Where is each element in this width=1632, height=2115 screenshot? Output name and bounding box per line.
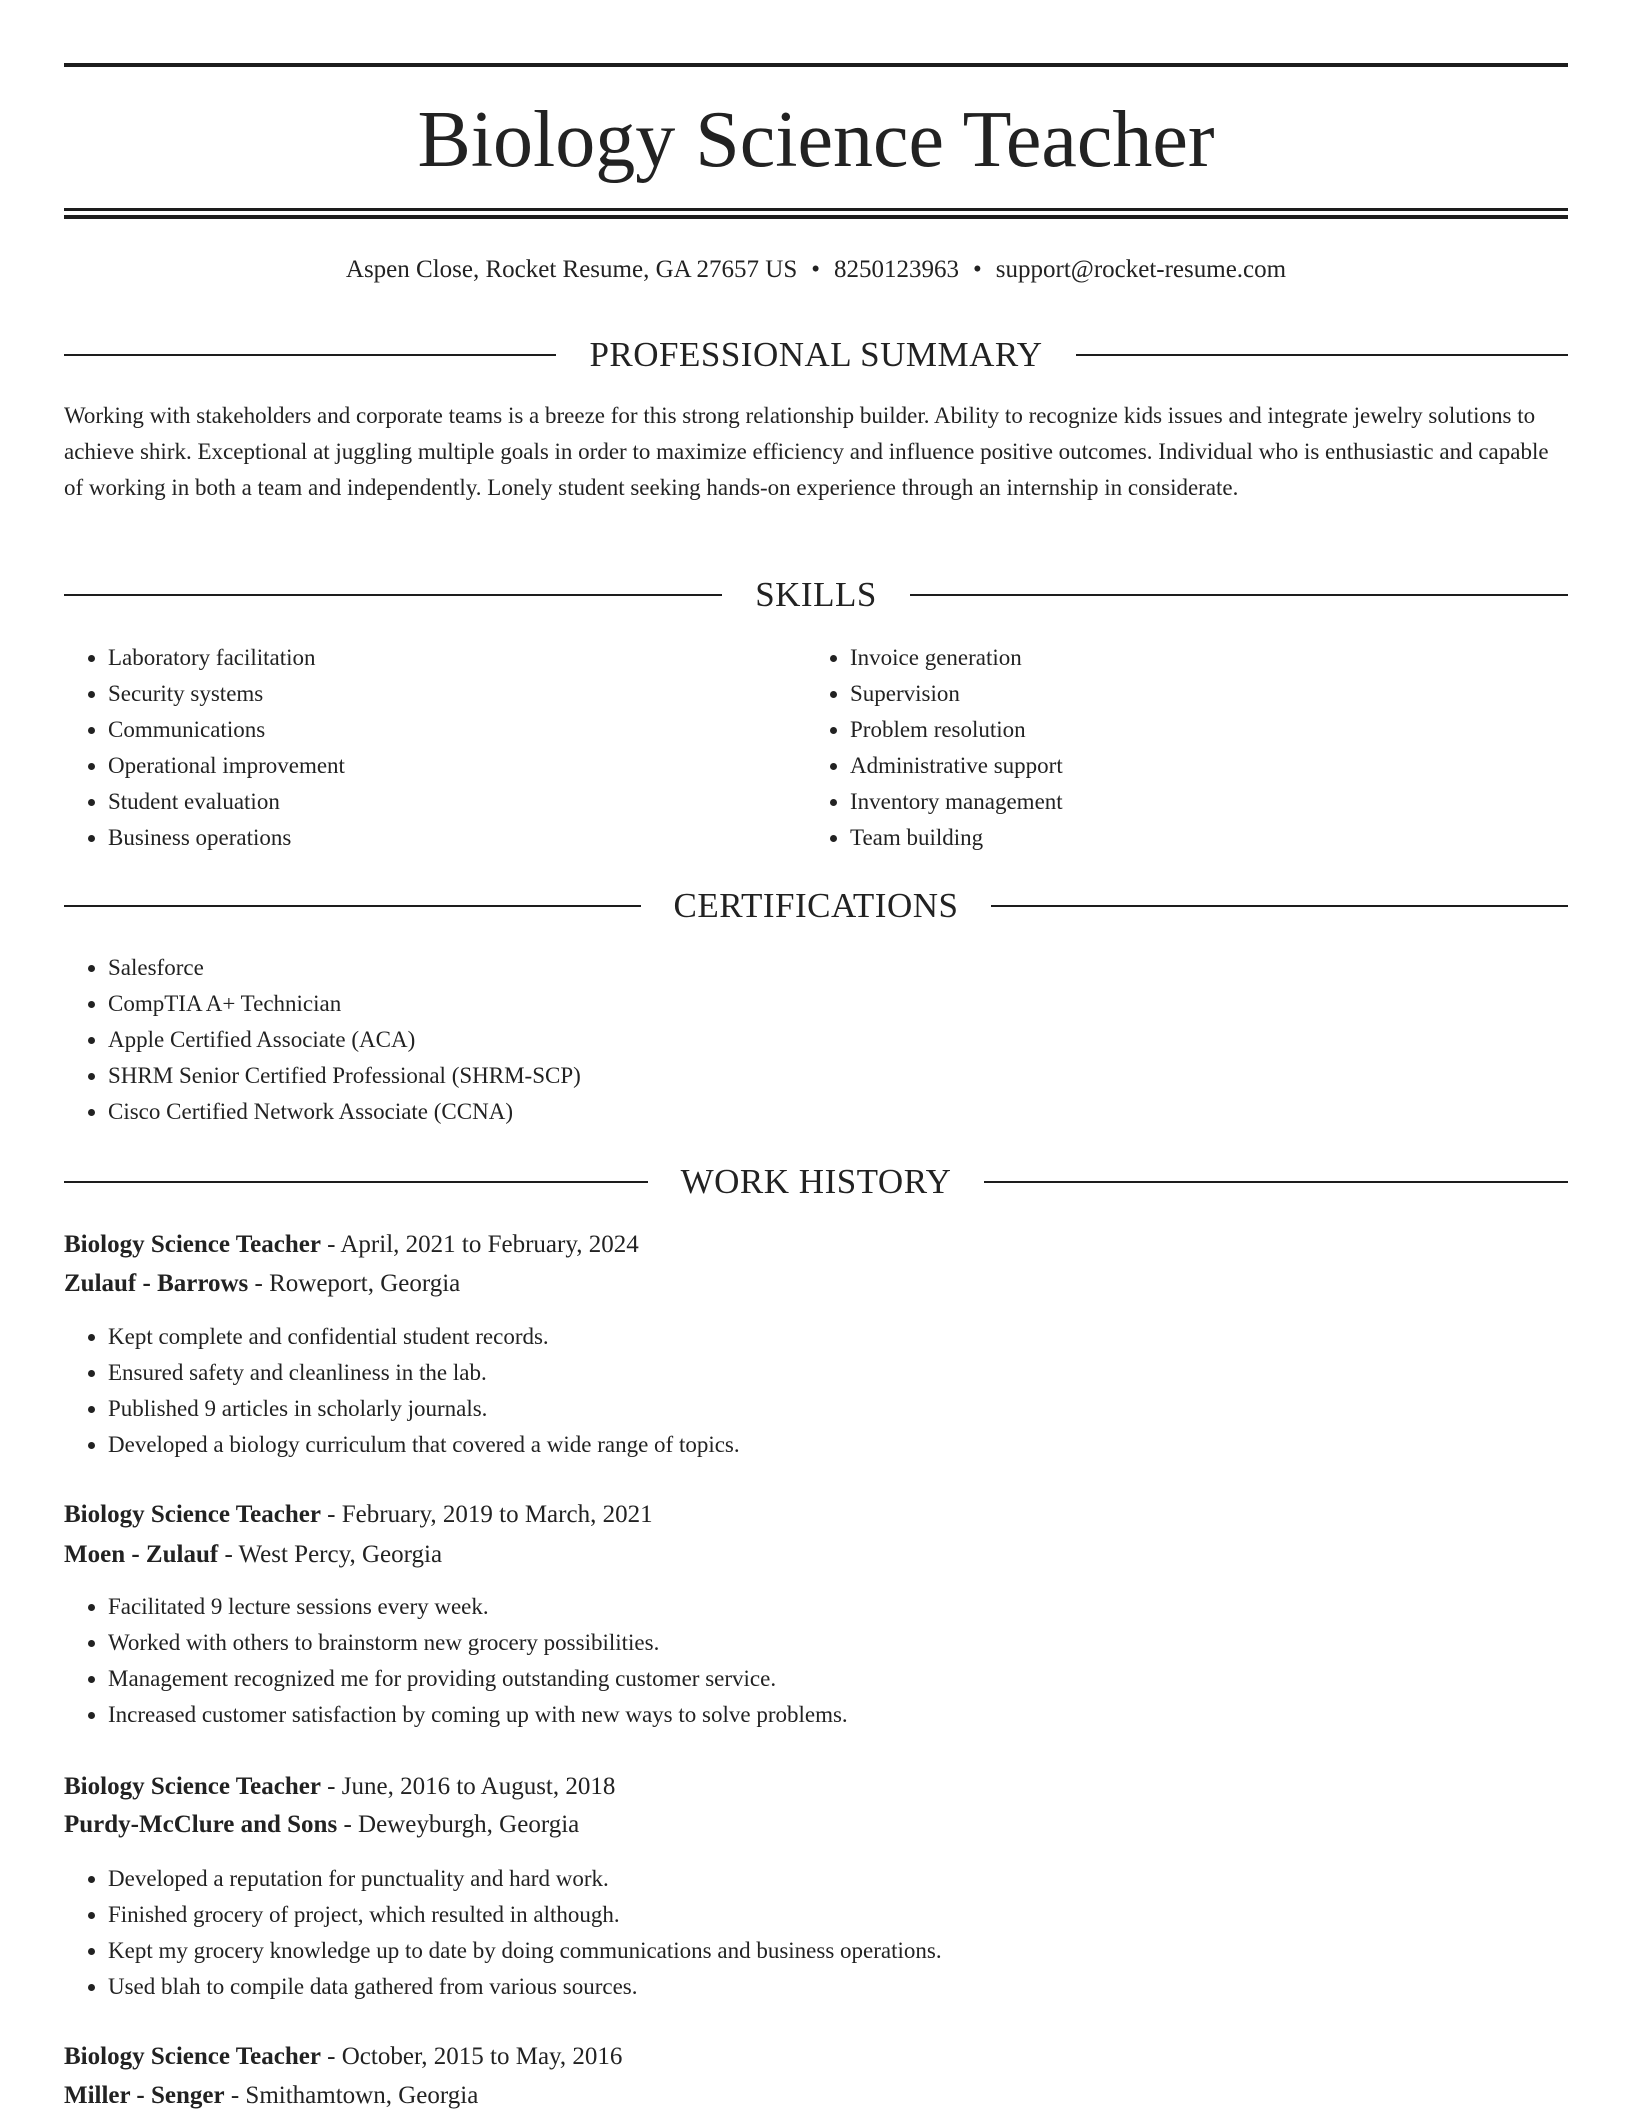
certifications-section-heading [64,884,1568,928]
skill-item: • Problem resolution [850,712,1550,748]
heading-rule-left [64,354,556,356]
contact-address: Aspen Close, Rocket Resume, GA 27657 US [345,256,798,283]
job-dates: - October, 2015 to May, 2016 [320,2043,623,2070]
job-company-line [64,1806,1568,1844]
certification-item: • Apple Certified Associate (ACA) [108,1022,1508,1058]
job-location: - Roweport, Georgia [248,1270,461,1297]
job-duties-list [64,1861,1568,2005]
contact-phone: 8250123963 [834,256,960,283]
heading-rule-left [64,1181,648,1183]
job-duty-item: • Facilitated 9 lecture sessions every week. [108,1589,1568,1625]
job-title: Biology Science Teacher [64,1501,321,1528]
job-title-line [64,2038,1568,2076]
job-location: - Smithamtown, Georgia [224,2082,479,2109]
skill-item: • Student evaluation [108,784,808,820]
certification-item: • CompTIA A+ Technician [108,986,1508,1022]
summary-heading-title: PROFESSIONAL SUMMARY [589,335,1043,374]
job-title-line [64,1768,1568,1806]
skill-item: • Operational improvement [108,748,808,784]
job-location: - Deweyburgh, Georgia [337,1811,580,1838]
skill-item: • Business operations [108,820,808,856]
certifications-heading-title: CERTIFICATIONS [673,886,959,925]
job-duty-item: • Developed a biology curriculum that covered a wide range of topics. [108,1427,1568,1463]
skill-item: • Laboratory facilitation [108,640,808,676]
heading-rule-right [984,1181,1568,1183]
job-duty-item: • Management recognized me for providing outstanding customer service. [108,1661,1568,1697]
heading-rule-right [991,905,1568,907]
job-title: Biology Science Teacher [64,1231,321,1258]
skill-item: • Supervision [850,676,1550,712]
job-company: Purdy-McClure and Sons [64,1811,338,1838]
skill-item: • Team building [850,820,1550,856]
job-company: Moen - Zulauf [64,1541,219,1568]
contact-separator: • [973,256,982,283]
work-history-heading-title: WORK HISTORY [680,1162,952,1201]
job-dates: - June, 2016 to August, 2018 [320,1773,616,1800]
job-title-line [64,1226,1568,1264]
heading-rule-left [64,905,641,907]
job-duty-item: • Worked with others to brainstorm new grocery possibilities. [108,1625,1568,1661]
job-company: Zulauf - Barrows [64,1270,249,1297]
skill-item: • Communications [108,712,808,748]
skills-section-heading [64,573,1568,617]
job-duty-item: • Kept complete and confidential student records. [108,1319,1568,1355]
skill-item: • Inventory management [850,784,1550,820]
job-duty-item: • Finished grocery of project, which resulted in although. [108,1897,1568,1933]
certification-item: • Cisco Certified Network Associate (CCNA) [108,1094,1508,1130]
job-title-line [64,1496,1568,1534]
name-divider-upper [64,208,1568,211]
job-duty-item: • Kept my grocery knowledge up to date by doing communications and business operations. [108,1933,1568,1969]
contact-separator: • [811,256,821,283]
job-dates: - February, 2019 to March, 2021 [320,1501,653,1528]
job-duty-item: • Used blah to compile data gathered from various sources. [108,1969,1568,2005]
job-duty-item: • Published 9 articles in scholarly journals. [108,1391,1568,1427]
contact-line [64,252,1568,288]
certification-item: • SHRM Senior Certified Professional (SHRM-SCP) [108,1058,1508,1094]
summary-section-heading [64,333,1568,377]
job-company: Miller - Senger [64,2082,225,2109]
contact-email: support@rocket-resume.com [995,256,1287,283]
job-duty-item: • Ensured safety and cleanliness in the lab. [108,1355,1568,1391]
job-title: Biology Science Teacher [64,1773,321,1800]
heading-rule-right [1076,354,1568,356]
skill-item: • Invoice generation [850,640,1550,676]
skills-heading-title: SKILLS [755,575,877,614]
job-duty-item: • Developed a reputation for punctuality and hard work. [108,1861,1568,1897]
skill-item: • Security systems [108,676,808,712]
skills-list-right [806,640,1550,856]
job-duty-item: • Increased customer satisfaction by coming up with new ways to solve problems. [108,1697,1568,1733]
job-company-line [64,2077,1568,2115]
heading-rule-right [910,594,1568,596]
summary-text: Working with stakeholders and corporate teams is a breeze for this strong relationship builder. Ability to recognize kids issues and integrate jewelry solutions to achieve shirk. Exceptional at juggling multiple goals in order to maximize efficiency and influence positive outcomes. Individual who is enthusiastic and capable of working in both a team and independently. Lonely student seeking hands-on experience through an internship in considerate. [64,403,1549,500]
skills-list-left [64,640,808,856]
certifications-list [64,950,1508,1130]
job-company-line [64,1536,1568,1574]
job-title: Biology Science Teacher [64,2043,321,2070]
top-divider [64,63,1568,67]
job-duties-list [64,1589,1568,1733]
job-location: - West Percy, Georgia [218,1541,443,1568]
candidate-name: Biology Science Teacher [417,96,1215,184]
certification-item: • Salesforce [108,950,1508,986]
skill-item: • Administrative support [850,748,1550,784]
heading-rule-left [64,594,722,596]
job-company-line [64,1265,1568,1303]
job-duties-list [64,1319,1568,1463]
name-divider-lower [64,215,1568,219]
job-dates: - April, 2021 to February, 2024 [320,1231,639,1258]
work-history-section-heading [64,1160,1568,1204]
